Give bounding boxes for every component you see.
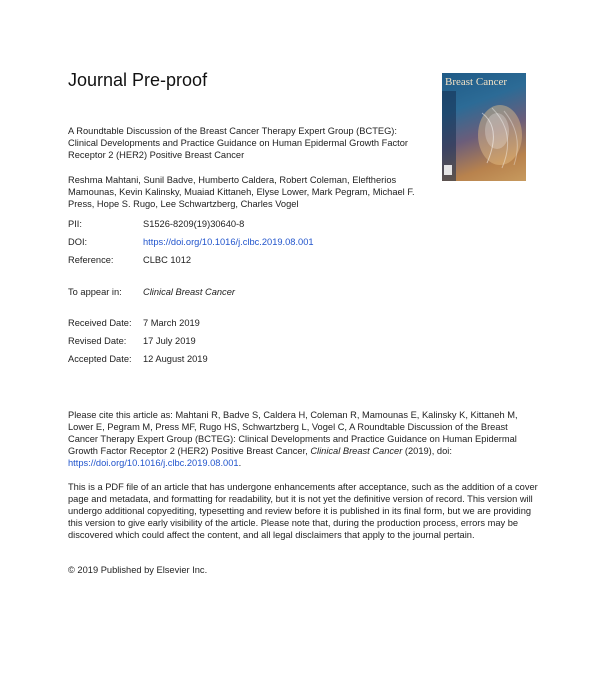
citation-text: Please cite this article as: Mahtani R, Badve S, Caldera H, Coleman R, Mamounas E, Kalinsky K, Kittaneh M, Lower E, Pegram M, Press MF, Rugo HS, Schwartzberg L, Vogel C, A Roundtable Discussion of the Breast Cancer Therapy Expert Group (BCTEG): Clinical Developments and Practice Guidance on Human Epidermal Growth Factor Receptor 2 (HER2) Positive Breast Cancer,	[68, 410, 518, 456]
accepted-date-value: 12 August 2019	[143, 354, 208, 364]
pii-value: S1526-8209(19)30640-8	[143, 219, 245, 229]
doi-link[interactable]: https://doi.org/10.1016/j.clbc.2019.08.001	[143, 237, 314, 247]
author-list: Reshma Mahtani, Sunil Badve, Humberto Caldera, Robert Coleman, Eleftherios Mamounas, Kevin Kalinsky, Muaiad Kittaneh, Elyse Lower, Mark Pegram, Michael F. Press, Hope S. Rugo, Lee Schwartzberg, Charles Vogel	[68, 175, 415, 209]
appear-in-label: To appear in:	[68, 287, 122, 297]
pre-proof-notice: This is a PDF file of an article that has undergone enhancements after acceptance, such as the addition of a cover page and metadata, and formatting for readability, but it is not yet the definitive version of record. This version will undergo additional copyediting, typesetting and review before it is published in its final form, but we are providing this version to give early visibility of the article. Please note that, during the production process, errors may be discovered which could affect the content, and all legal disclaimers that apply to the journal pertain.	[68, 482, 538, 540]
revised-date-label: Revised Date:	[68, 336, 127, 346]
citation-year: (2019), doi:	[402, 446, 452, 456]
copyright-line: © 2019 Published by Elsevier Inc.	[68, 565, 208, 575]
received-date-label: Received Date:	[68, 318, 132, 328]
received-date-value: 7 March 2019	[143, 318, 200, 328]
citation-doi-link[interactable]: https://doi.org/10.1016/j.clbc.2019.08.001	[68, 458, 239, 468]
article-title: A Roundtable Discussion of the Breast Cancer Therapy Expert Group (BCTEG): Clinical Developments and Practice Guidance on Human Epidermal Growth Factor Receptor 2 (HER2) Positive Breast Cancer	[68, 126, 409, 160]
doi-label: DOI:	[68, 237, 88, 247]
cover-title: Breast Cancer	[445, 76, 507, 88]
citation-paragraph	[68, 409, 538, 469]
cover-illustration	[442, 73, 526, 181]
journal-cover-image	[442, 73, 526, 181]
accepted-date-label: Accepted Date:	[68, 354, 132, 364]
journal-pre-proof-heading: Journal Pre-proof	[68, 70, 208, 90]
revised-date-value: 17 July 2019	[143, 336, 196, 346]
citation-journal: Clinical Breast Cancer	[310, 446, 403, 456]
citation-end: .	[238, 458, 242, 468]
reference-label: Reference:	[68, 255, 114, 265]
appear-in-journal: Clinical Breast Cancer	[143, 287, 235, 297]
reference-value: CLBC 1012	[143, 255, 192, 265]
pii-label: PII:	[68, 219, 82, 229]
